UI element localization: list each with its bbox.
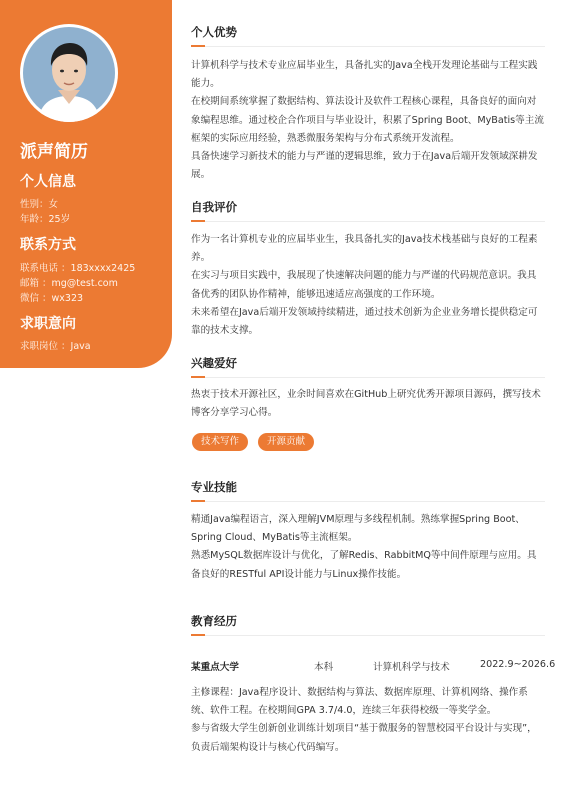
- email-text: 邮箱 ：mg@test.com: [20, 278, 118, 289]
- section-accent: [191, 634, 205, 636]
- evaluation-para-1: 作为一名计算机专业的应届毕业生，我具备扎实的Java技术栈基础与良好的工程素养。: [191, 234, 538, 264]
- sidebar: [0, 0, 172, 368]
- hobby-tag: 技术写作: [192, 433, 248, 451]
- section-divider: [191, 635, 545, 636]
- section-title-hobbies: 兴趣爱好: [191, 356, 237, 370]
- section-divider: [191, 46, 545, 47]
- personal-info-heading: 个人信息: [20, 174, 76, 190]
- section-accent: [191, 220, 205, 222]
- job-intent-heading: 求职意向: [20, 316, 76, 332]
- section-accent: [191, 376, 205, 378]
- education-section-body: [191, 684, 545, 757]
- position-text: 求职岗位 ：Java: [20, 341, 91, 352]
- evaluation-section-body: [191, 231, 545, 340]
- wechat-text: 微信 ：wx323: [20, 293, 84, 304]
- section-accent: [191, 45, 205, 47]
- advantages-para-3: 具备快速学习新技术的能力与严谨的逻辑思维，致力于在Java后端开发领域深耕发展。: [191, 151, 538, 181]
- hobbies-para-1: 热衷于技术开源社区，业余时间喜欢在GitHub上研究优秀开源项目源码，撰写技术博客分享学习心得。: [191, 389, 541, 419]
- skills-para-1: 精通Java编程语言，深入理解JVM原理与多线程机制。熟练掌握Spring Boot、Spring Cloud、MyBatis等主流框架。: [191, 514, 525, 544]
- section-title-education: 教育经历: [191, 614, 237, 628]
- resume-name: 派声简历: [20, 142, 88, 162]
- gender-text: 性别：女: [20, 199, 59, 210]
- avatar: [20, 24, 118, 122]
- hobby-tag: 开源贡献: [258, 433, 314, 451]
- education-para-1: 主修课程：Java程序设计、数据结构与算法、数据库原理、计算机网络、操作系统、软件工程。在校期间GPA 3.7/4.0，连续三年获得校级一等奖学金。: [191, 687, 528, 717]
- section-divider: [191, 501, 545, 502]
- skills-section-body: [191, 511, 545, 584]
- education-degree: 本科: [314, 662, 334, 673]
- evaluation-para-3: 未来希望在Java后端开发领域持续精进，通过技术创新为企业业务增长提供稳定可靠的技术支撑。: [191, 306, 538, 337]
- skills-para-2: 熟悉MySQL数据库设计与优化，了解Redis、RabbitMQ等中间件原理与应用。具备良好的RESTful API设计能力与Linux操作技能。: [191, 550, 537, 580]
- section-title-evaluation: 自我评价: [191, 200, 237, 214]
- evaluation-para-2: 在实习与项目实践中，我展现了快速解决问题的能力与严谨的代码规范意识。我具备优秀的团队协作精神，能够迅速适应高强度的工作环境。: [191, 270, 537, 300]
- advantages-para-2: 在校期间系统掌握了数据结构、算法设计及软件工程核心课程，具备良好的面向对象编程思维。通过校企合作项目与毕业设计，积累了Spring Boot、MyBatis等主流框架的实际应用经验，熟悉微服务架构与分布式系统开发流程。: [191, 96, 544, 144]
- age-text: 年龄：25岁: [20, 214, 71, 225]
- education-school: 某重点大学: [191, 662, 239, 673]
- section-title-skills: 专业技能: [191, 480, 237, 494]
- advantages-para-1: 计算机科学与技术专业应届毕业生，具备扎实的Java全栈开发理论基础与工程实践能力。: [191, 60, 538, 90]
- section-divider: [191, 377, 545, 378]
- contact-heading: 联系方式: [20, 237, 76, 253]
- education-para-2: 参与省级大学生创新创业训练计划项目“基于微服务的智慧校园平台设计与实现”，负责后端架构设计与核心代码编写。: [191, 723, 537, 753]
- section-divider: [191, 221, 545, 222]
- advantages-section-body: [191, 57, 545, 184]
- section-title-advantages: 个人优势: [191, 25, 237, 39]
- section-accent: [191, 500, 205, 502]
- education-period: 2022.9~2026.6: [480, 659, 556, 670]
- education-major: 计算机科学与技术: [373, 662, 450, 673]
- phone-text: 联系电话 ：183xxxx2425: [20, 263, 136, 274]
